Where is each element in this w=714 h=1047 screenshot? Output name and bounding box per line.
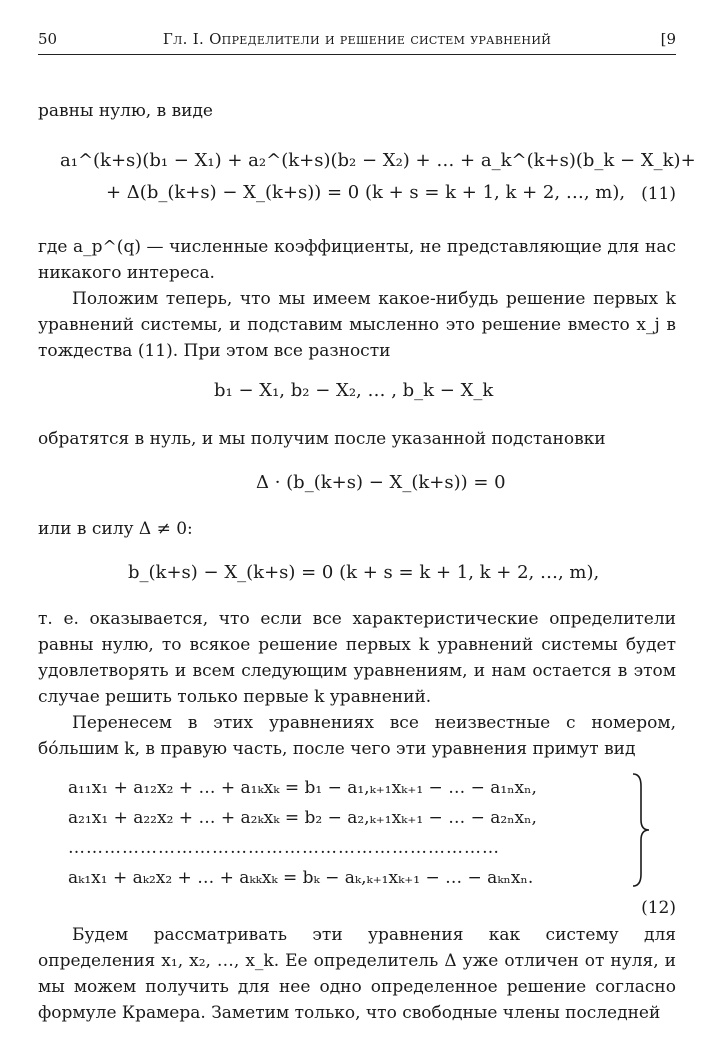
system-line-k: aₖ₁x₁ + aₖ₂x₂ + … + aₖₖxₖ = bₖ − aₖ,ₖ₊₁xₖ₊₁ − … − aₖₙxₙ. — [68, 868, 534, 888]
system-line-1: a₁₁x₁ + a₁₂x₂ + … + a₁ₖxₖ = b₁ − a₁,ₖ₊₁xₖ₊₁ − … − a₁ₙxₙ, — [68, 778, 537, 798]
equation-number-12: (12) — [641, 898, 676, 918]
paragraph-substitution: Положим теперь, что мы имеем какое-нибудь решение первых k уравнений системы, и подставим мысленно это решение вместо x_j в тождества (11). При этом все разности — [38, 289, 676, 361]
equation-result: b_(k+s) − X_(k+s) = 0 (k + s = k + 1, k + 2, …, m), — [128, 562, 600, 583]
chapter-title: Гл. I. Определители и решение систем уравнений — [162, 30, 552, 48]
system-line-2: a₂₁x₁ + a₂₂x₂ + … + a₂ₖxₖ = b₂ − a₂,ₖ₊₁xₖ₊₁ − … − a₂ₙxₙ, — [68, 808, 537, 828]
paragraph-intro: равны нулю, в виде — [38, 101, 213, 121]
page-number: 50 — [38, 30, 58, 48]
equation-delta-product: Δ · (b_(k+s) − X_(k+s)) = 0 — [256, 472, 506, 493]
equation-number-11: (11) — [641, 184, 676, 204]
running-header — [38, 28, 676, 55]
section-number: [9 — [660, 30, 676, 48]
paragraph-conclusion: т. е. оказывается, что если все характеристические определители равны нулю, то всякое решение первых k уравнений системы будет удовлетворять и всем следующим уравнениям, и нам остается в этом случае решить только первые k уравнений. — [38, 609, 676, 707]
paragraph-delta-nonzero: или в силу Δ ≠ 0: — [38, 519, 193, 539]
right-brace-icon — [630, 772, 652, 888]
paragraph-cramer: Будем рассматривать эти уравнения как систему для определения x₁, x₂, …, x_k. Ее определитель Δ уже отличен от нуля, и мы можем получить для нее одно определенное решение согласно формуле Крамера. Заметим только, что свободные члены последней — [38, 925, 676, 1023]
system-dots: ……………………………………………………………… — [68, 838, 500, 858]
equation-11-line-2: + Δ(b_(k+s) − X_(k+s)) = 0 (k + s = k + 1, k + 2, …, m), — [106, 182, 626, 203]
paragraph-vanish: обратятся в нуль, и мы получим после указанной подстановки — [38, 429, 606, 449]
equation-differences: b₁ − X₁, b₂ − X₂, … , b_k − X_k — [214, 380, 494, 401]
paragraph-coefficients: где a_p^(q) — численные коэффициенты, не представляющие для нас никакого интереса. — [38, 237, 676, 283]
paragraph-transfer: Перенесем в этих уравнениях все неизвестные с номером, бо́льшим k, в правую часть, после чего эти уравнения примут вид — [38, 713, 676, 759]
equation-11-line-1: a₁^(k+s)(b₁ − X₁) + a₂^(k+s)(b₂ − X₂) + … + a_k^(k+s)(b_k − X_k)+ — [60, 150, 696, 171]
